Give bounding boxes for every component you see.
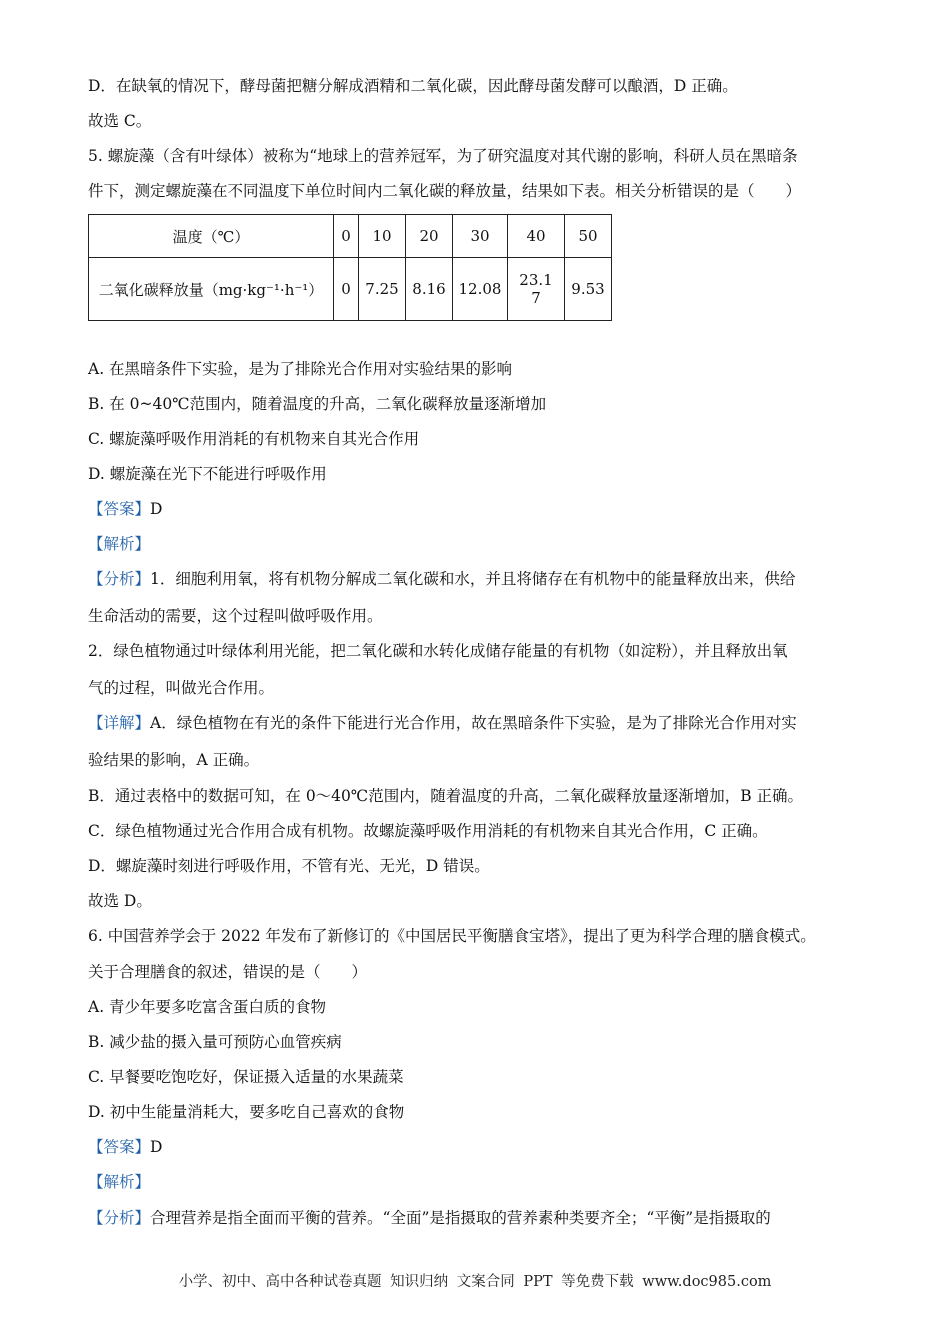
table-cell: 7.25 bbox=[359, 258, 406, 321]
question-6-stem: 关于合理膳食的叙述，错误的是（ ） bbox=[88, 963, 368, 981]
answer-value: D bbox=[150, 500, 163, 518]
question-6-stem: 6. 中国营养学会于 2022 年发布了新修订的《中国居民平衡膳食宝塔》，提出了更为科学合理的膳食模式。 bbox=[88, 927, 816, 945]
option-d: D. 初中生能量消耗大，要多吃自己喜欢的食物 bbox=[88, 1103, 405, 1121]
table-cell: 0 bbox=[334, 258, 359, 321]
table-header-cell: 温度（℃） bbox=[89, 215, 334, 258]
option-a: A. 在黑暗条件下实验，是为了排除光合作用对实验结果的影响 bbox=[88, 360, 513, 378]
table-header-cell: 二氧化碳释放量（mg·kg⁻¹·h⁻¹） bbox=[89, 258, 334, 321]
text-line: D．在缺氧的情况下，酵母菌把糖分解成酒精和二氧化碳，因此酵母菌发酵可以酿酒，D 正确。 bbox=[88, 77, 738, 95]
option-d: D. 螺旋藻在光下不能进行呼吸作用 bbox=[88, 465, 327, 483]
detail-line: 故选 D。 bbox=[88, 892, 152, 910]
table-cell: 10 bbox=[359, 215, 406, 258]
wrapped-value-line: 23.1 bbox=[519, 271, 553, 289]
detail-text: A．绿色植物在有光的条件下能进行光合作用，故在黑暗条件下实验，是为了排除光合作用对实 bbox=[150, 714, 797, 732]
analysis-text: 1．细胞利用氧，将有机物分解成二氧化碳和水，并且将储存在有机物中的能量释放出来，供给 bbox=[150, 570, 796, 588]
analysis-line bbox=[88, 1208, 771, 1228]
analysis-line: 生命活动的需要，这个过程叫做呼吸作用。 bbox=[88, 607, 383, 625]
table-cell: 30 bbox=[453, 215, 508, 258]
table-cell: 12.08 bbox=[453, 258, 508, 321]
temperature-co2-table bbox=[88, 214, 612, 321]
wrapped-value-line: 7 bbox=[531, 289, 541, 307]
table-cell: 40 bbox=[508, 215, 565, 258]
analysis-text: 合理营养是指全面而平衡的营养。“全面”是指摄取的营养素种类要齐全；“平衡”是指摄取的 bbox=[150, 1209, 771, 1227]
table-cell: 50 bbox=[565, 215, 612, 258]
table-cell bbox=[508, 258, 565, 321]
detail-line bbox=[88, 713, 797, 733]
answer-tag: 【答案】 bbox=[88, 1138, 151, 1156]
analysis-tag: 【解析】 bbox=[88, 1173, 151, 1191]
analysis-tag: 【解析】 bbox=[88, 535, 151, 553]
option-b: B. 减少盐的摄入量可预防心血管疾病 bbox=[88, 1033, 342, 1051]
question-5-stem: 5. 螺旋藻（含有叶绿体）被称为“地球上的营养冠军，为了研究温度对其代谢的影响，科研人员在黑暗条 bbox=[88, 147, 798, 165]
answer-tag: 【答案】 bbox=[88, 500, 151, 518]
analysis-heading bbox=[88, 1172, 150, 1192]
option-c: C. 早餐要吃饱吃好，保证摄入适量的水果蔬菜 bbox=[88, 1068, 404, 1086]
fenxi-tag: 【分析】 bbox=[88, 1209, 151, 1227]
fenxi-tag: 【分析】 bbox=[88, 570, 151, 588]
analysis-line: 2．绿色植物通过叶绿体利用光能，把二氧化碳和水转化成储存能量的有机物（如淀粉），并且释放出氧 bbox=[88, 642, 788, 660]
table-cell: 20 bbox=[406, 215, 453, 258]
table-cell: 9.53 bbox=[565, 258, 612, 321]
option-a: A. 青少年要多吃富含蛋白质的食物 bbox=[88, 998, 327, 1016]
detail-line: B．通过表格中的数据可知，在 0～40℃范围内，随着温度的升高，二氧化碳释放量逐渐增加，B 正确。 bbox=[88, 787, 804, 805]
analysis-line bbox=[88, 569, 795, 589]
question-5-stem: 件下，测定螺旋藻在不同温度下单位时间内二氧化碳的释放量，结果如下表。相关分析错误的是（ ） bbox=[88, 182, 802, 200]
detail-line: C．绿色植物通过光合作用合成有机物。故螺旋藻呼吸作用消耗的有机物来自其光合作用，C 正确。 bbox=[88, 822, 768, 840]
detail-tag: 【详解】 bbox=[88, 714, 151, 732]
table-cell: 0 bbox=[334, 215, 359, 258]
page-footer: 小学、初中、高中各种试卷真题 知识归纳 文案合同 PPT 等免费下载 www.doc985.com bbox=[178, 1274, 772, 1290]
table-row bbox=[89, 215, 612, 258]
analysis-line: 气的过程，叫做光合作用。 bbox=[88, 679, 275, 697]
detail-line: 验结果的影响，A 正确。 bbox=[88, 751, 260, 769]
text-line: 故选 C。 bbox=[88, 112, 152, 130]
analysis-heading bbox=[88, 534, 150, 554]
detail-line: D．螺旋藻时刻进行呼吸作用，不管有光、无光，D 错误。 bbox=[88, 857, 490, 875]
table-row bbox=[89, 258, 612, 321]
table-cell: 8.16 bbox=[406, 258, 453, 321]
option-b: B. 在 0~40℃范围内，随着温度的升高，二氧化碳释放量逐渐增加 bbox=[88, 395, 547, 413]
answer-line bbox=[88, 499, 162, 519]
answer-line bbox=[88, 1137, 162, 1157]
option-c: C. 螺旋藻呼吸作用消耗的有机物来自其光合作用 bbox=[88, 430, 420, 448]
answer-value: D bbox=[150, 1138, 163, 1156]
